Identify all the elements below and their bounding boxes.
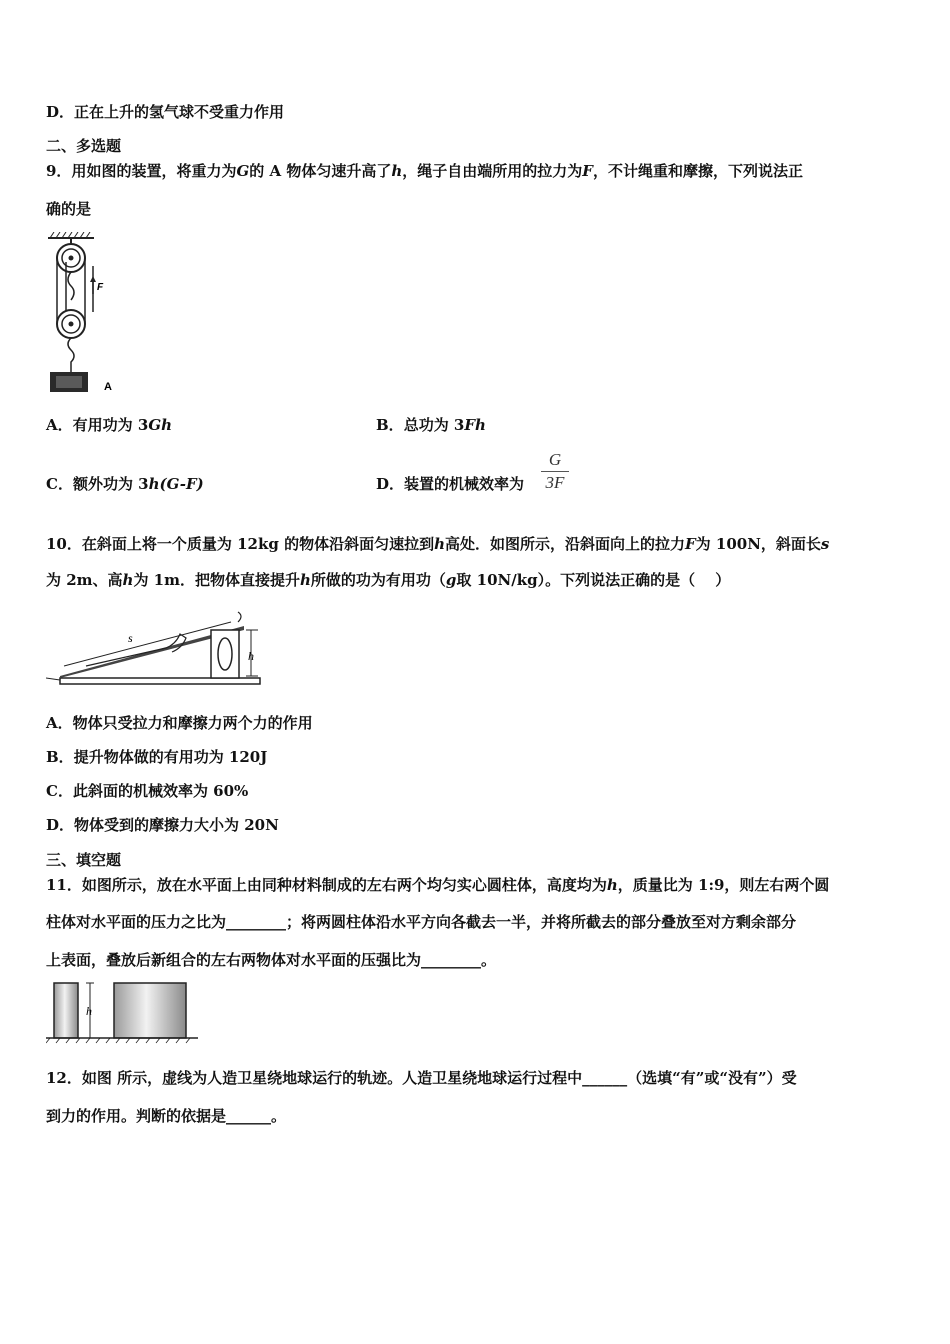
q10-option-d-label: D． bbox=[46, 816, 75, 834]
q9-text-4: ，不计绳重和摩擦，下列说法正 bbox=[592, 162, 803, 180]
q9-pulley-figure bbox=[44, 232, 124, 397]
q9-option-b bbox=[376, 416, 486, 434]
q10-option-c bbox=[46, 782, 248, 800]
q9-option-c bbox=[46, 475, 204, 493]
support-block bbox=[211, 630, 239, 678]
q9-fig-label-f: F bbox=[97, 282, 104, 293]
q10-l2-var-h2: h bbox=[299, 571, 311, 589]
q9-option-c-var: h bbox=[148, 475, 160, 493]
q11-fig-label-h: h bbox=[86, 1004, 92, 1018]
right-cylinder bbox=[114, 983, 186, 1038]
q9-stem-line1 bbox=[46, 162, 803, 180]
q11-text-1: 如图所示，放在水平面上由同种材料制成的左右两个均匀实心圆柱体，高度均为 bbox=[81, 876, 607, 894]
fixed-pulley-hook bbox=[68, 272, 74, 300]
section-title-multiple-choice: 二、多选题 bbox=[46, 137, 122, 155]
q8-option-d bbox=[46, 103, 284, 121]
q10-text-1: 在斜面上将一个质量为 12kg 的物体沿斜面匀速拉到 bbox=[81, 535, 435, 553]
q11-stem-line1 bbox=[46, 876, 829, 894]
fixed-pulley bbox=[57, 244, 85, 272]
q9-var-f: F bbox=[582, 162, 593, 180]
q11-stem-line2: 柱体对水平面的压力之比为________；将两圆柱体沿水平方向各截去一半，并将所截去的部分叠放至对方剩余部分 bbox=[46, 913, 797, 931]
q10-stem-line1 bbox=[46, 535, 829, 553]
q10-option-a-label: A． bbox=[46, 714, 73, 732]
q10-option-a bbox=[46, 714, 313, 732]
q10-option-b bbox=[46, 748, 267, 766]
q12-stem-line1 bbox=[46, 1069, 797, 1087]
q10-option-d-text: 物体受到的摩擦力大小为 20N bbox=[74, 816, 279, 834]
q10-l2-text-b: 为 1m．把物体直接提升 bbox=[133, 571, 300, 589]
q10-option-a-text: 物体只受拉力和摩擦力两个力的作用 bbox=[72, 714, 313, 732]
q9-var-g: G bbox=[236, 162, 250, 180]
q9-option-a-var: Gh bbox=[148, 416, 173, 434]
q9-stem-line2: 确的是 bbox=[46, 200, 92, 218]
q9-option-c-tail: (G-F) bbox=[159, 475, 204, 493]
q11-text-2: ，质量比为 1:9，则左右两个圆 bbox=[617, 876, 830, 894]
section-title-fill-in: 三、填空题 bbox=[46, 851, 122, 869]
fraction-denominator: 3F bbox=[545, 473, 565, 492]
q9-option-a bbox=[46, 416, 172, 434]
left-cylinder bbox=[54, 983, 78, 1038]
q9-option-a-text: 有用功为 3 bbox=[72, 416, 149, 434]
q10-var-h: h bbox=[434, 535, 445, 553]
q10-text-2: 高处．如图所示，沿斜面向上的拉力 bbox=[444, 535, 685, 553]
q10-option-c-text: 此斜面的机械效率为 60% bbox=[72, 782, 249, 800]
q10-incline-figure bbox=[46, 608, 266, 688]
weight-block-a-inner bbox=[56, 376, 82, 388]
q9-option-b-text: 总功为 3 bbox=[403, 416, 465, 434]
q10-l2-var-g: g bbox=[445, 571, 457, 589]
q12-text-1: 如图 所示，虚线为人造卫星绕地球运行的轨迹。人造卫星绕地球运行过程中______（选填“有”或“没有”）受 bbox=[81, 1069, 797, 1087]
q10-stem-line2 bbox=[46, 571, 730, 589]
movable-pulley-hook bbox=[68, 338, 74, 372]
q10-l2-var-h: h bbox=[122, 571, 134, 589]
q10-l2-text-d: 取 10N/kg）。下列说法正确的是（ ） bbox=[456, 571, 731, 589]
q10-var-s: s bbox=[820, 535, 830, 553]
movable-pulley bbox=[57, 310, 85, 338]
q11-stem-line3: 上表面，叠放后新组合的左右两物体对水平面的压强比为________。 bbox=[46, 951, 497, 969]
q9-option-c-label: C． bbox=[46, 475, 73, 493]
q9-option-c-text: 额外功为 3 bbox=[72, 475, 149, 493]
fraction-bar bbox=[541, 471, 569, 472]
q9-number: 9． bbox=[46, 162, 72, 180]
q9-option-b-label: B． bbox=[376, 416, 404, 434]
length-dimension bbox=[64, 622, 231, 666]
q9-option-b-var: Fh bbox=[464, 416, 486, 434]
q12-stem-line2: 到力的作用。判断的依据是______。 bbox=[46, 1107, 287, 1125]
q10-option-b-text: 提升物体做的有用功为 120J bbox=[73, 748, 268, 766]
q9-fig-label-a: A bbox=[104, 381, 112, 393]
q10-number: 10． bbox=[46, 535, 82, 553]
q9-text-1: 用如图的装置，将重力为 bbox=[71, 162, 237, 180]
q10-text-3: 为 100N，斜面长 bbox=[695, 535, 821, 553]
q10-fig-label-h: h bbox=[248, 649, 254, 663]
q10-l2-text-a: 为 2m、高 bbox=[46, 571, 123, 589]
hand-pulling-rope bbox=[86, 634, 186, 666]
q10-fig-label-s: s bbox=[128, 631, 133, 645]
q8-option-d-label: D． bbox=[46, 103, 75, 121]
q9-text-2: 的 A 物体匀速升高了 bbox=[249, 162, 392, 180]
q10-l2-text-c: 所做的功为有用功（ bbox=[310, 571, 446, 589]
q11-cylinders-figure bbox=[46, 980, 201, 1044]
q11-number: 11． bbox=[46, 876, 82, 894]
q9-option-d-fraction bbox=[541, 450, 569, 493]
q11-var-h: h bbox=[606, 876, 618, 894]
q9-option-a-label: A． bbox=[46, 416, 73, 434]
pull-force-arrow bbox=[90, 276, 96, 294]
q10-var-f: F bbox=[685, 535, 696, 553]
q12-number: 12． bbox=[46, 1069, 82, 1087]
q8-option-d-text: 正在上升的氢气球不受重力作用 bbox=[74, 103, 285, 121]
q9-option-d bbox=[376, 475, 524, 493]
q9-option-d-text: 装置的机械效率为 bbox=[404, 475, 525, 493]
q9-var-h: h bbox=[391, 162, 403, 180]
q10-option-b-label: B． bbox=[46, 748, 74, 766]
q9-text-3: ，绳子自由端所用的拉力为 bbox=[402, 162, 583, 180]
ground-base bbox=[60, 678, 260, 684]
q9-option-d-label: D． bbox=[376, 475, 405, 493]
fraction-numerator: G bbox=[548, 450, 562, 469]
q10-option-d bbox=[46, 816, 279, 834]
q10-option-c-label: C． bbox=[46, 782, 73, 800]
